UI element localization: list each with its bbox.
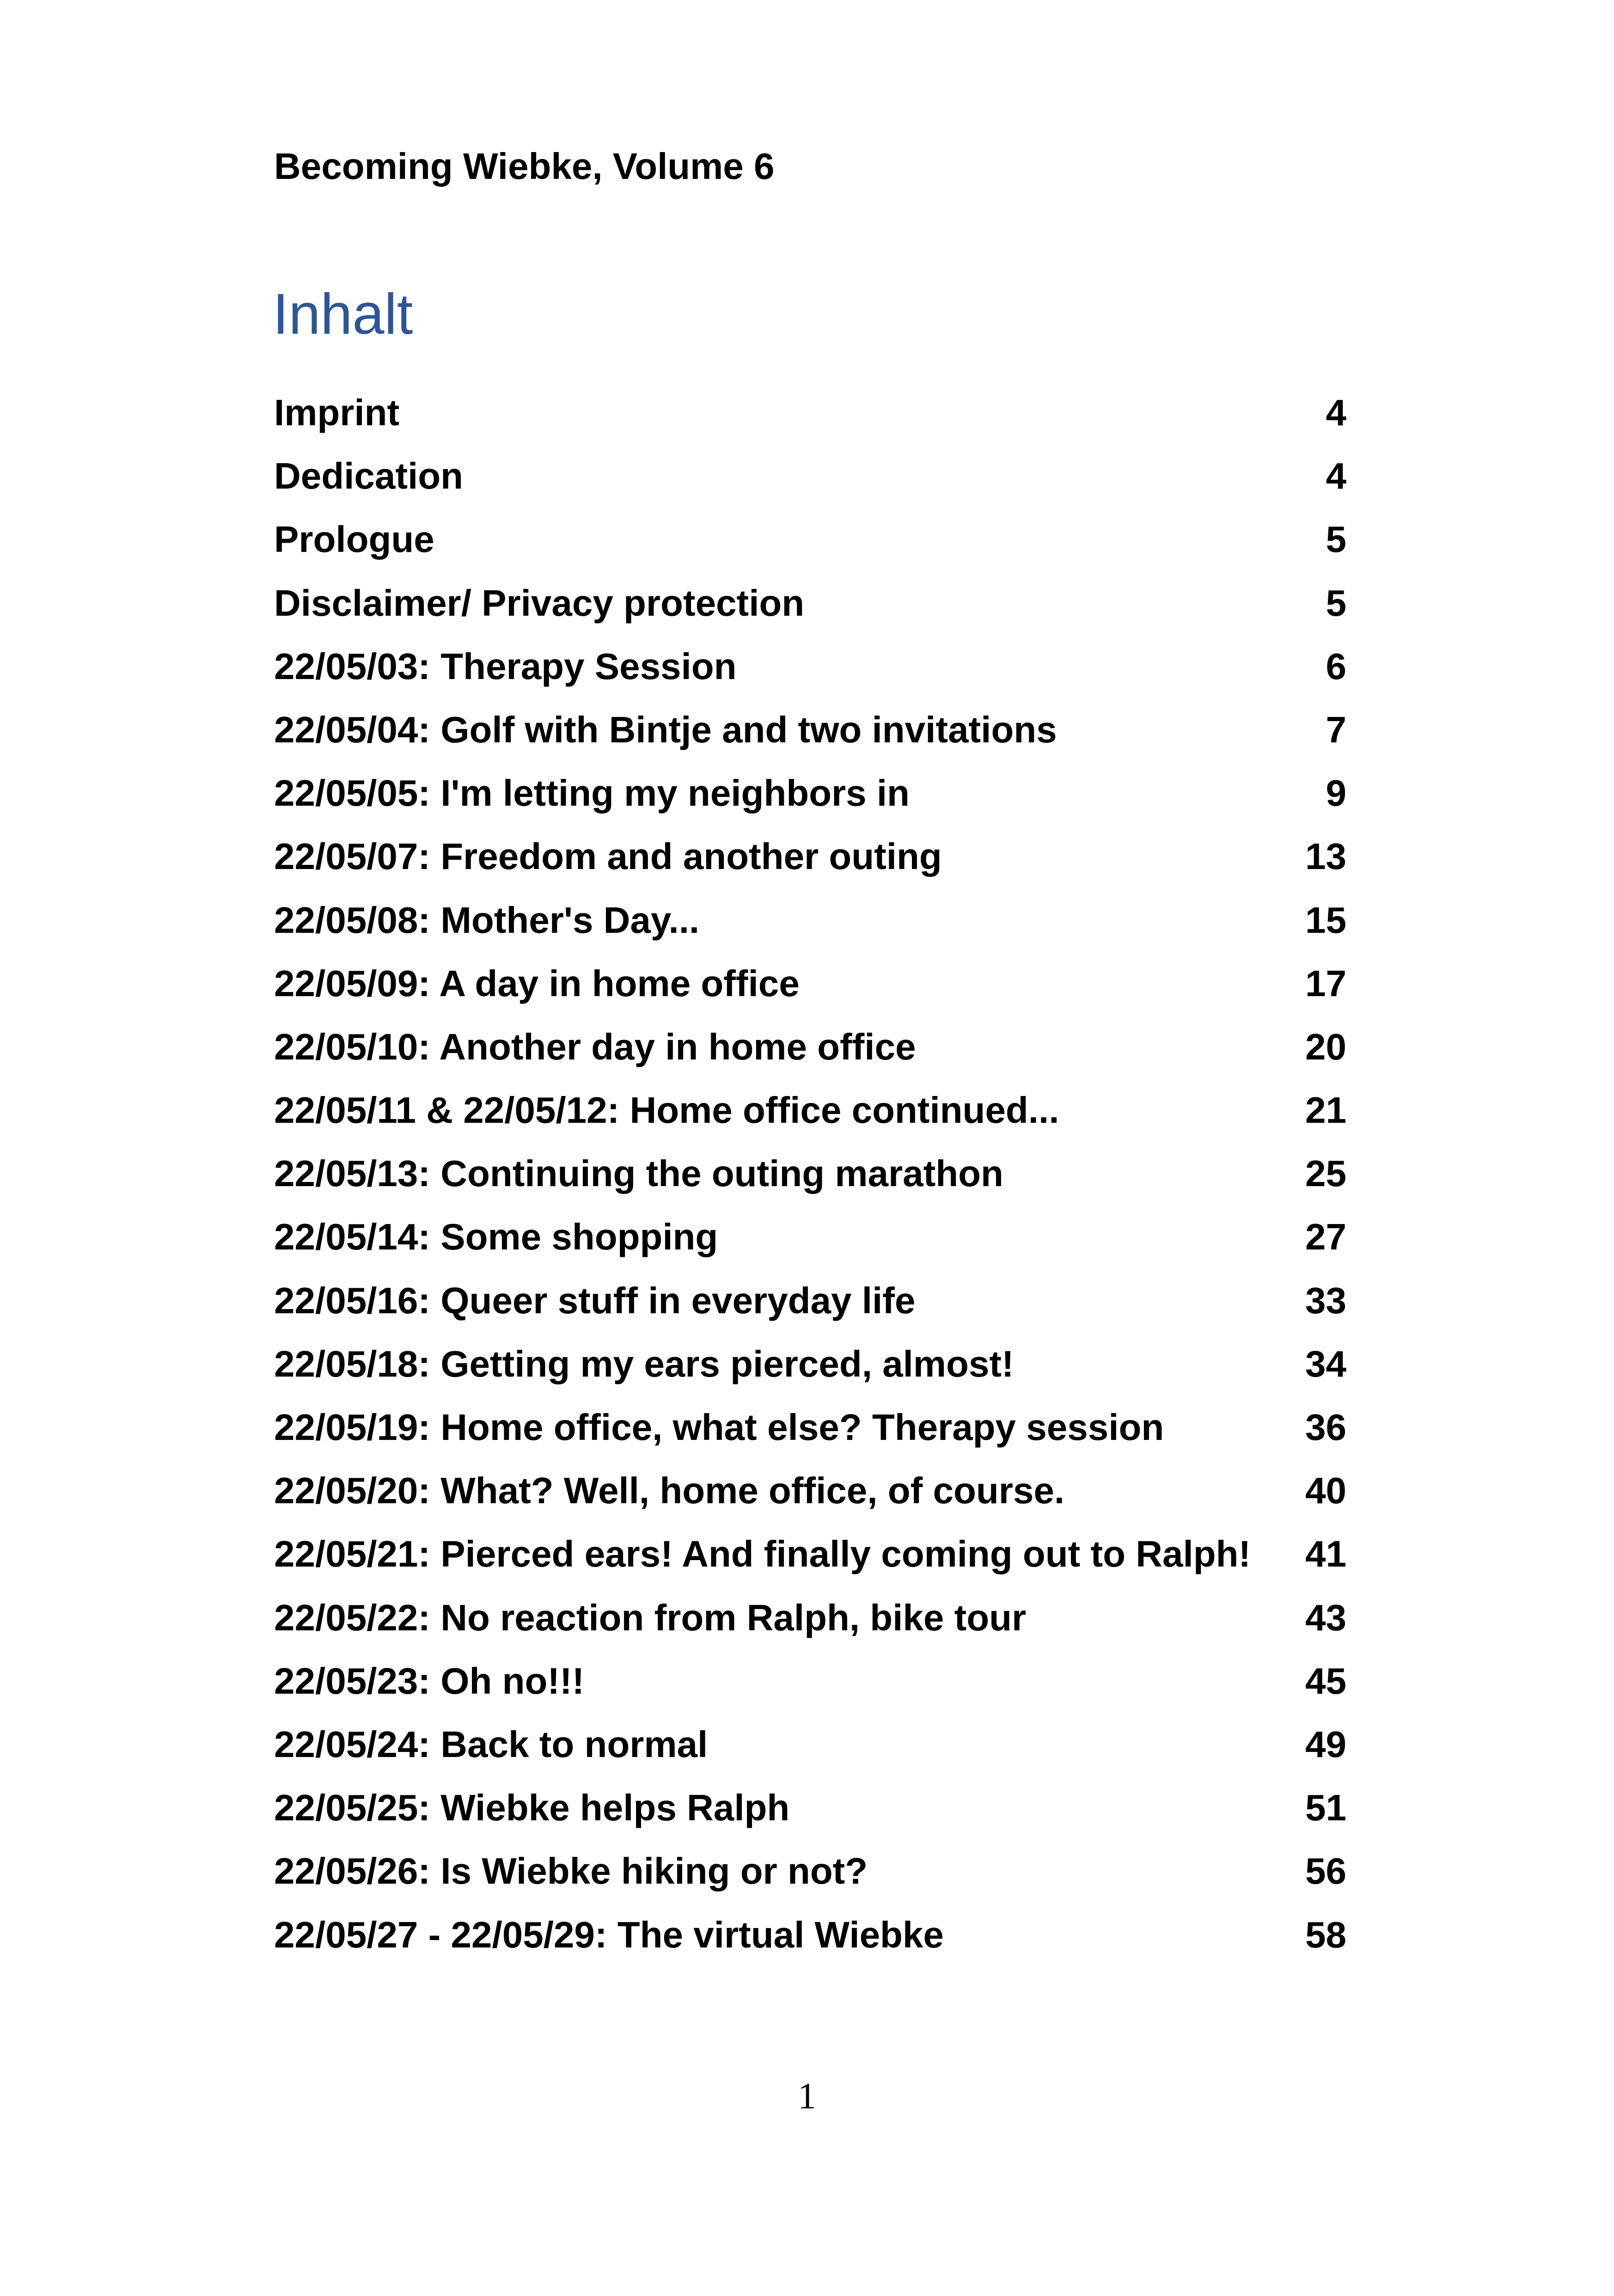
toc-entry-title: 22/05/18: Getting my ears pierced, almost! <box>274 1343 1014 1384</box>
table-of-contents <box>274 385 1346 1971</box>
toc-entry[interactable] <box>274 1907 1346 1971</box>
toc-entry[interactable] <box>274 448 1346 512</box>
toc-entry-page-number: 51 <box>1305 1787 1346 1829</box>
toc-entry-title: 22/05/09: A day in home office <box>274 962 800 1004</box>
toc-entry[interactable] <box>274 765 1346 829</box>
toc-entry-title: 22/05/26: Is Wiebke hiking or not? <box>274 1850 868 1892</box>
toc-entry-page-number: 45 <box>1305 1660 1346 1702</box>
toc-entry[interactable] <box>274 1780 1346 1843</box>
toc-entry[interactable] <box>274 1400 1346 1463</box>
toc-entry-title: 22/05/14: Some shopping <box>274 1216 718 1258</box>
toc-entry-page-number: 43 <box>1305 1597 1346 1638</box>
toc-entry-title: 22/05/03: Therapy Session <box>274 645 737 687</box>
toc-entry-title: 22/05/19: Home office, what else? Therapy session <box>274 1407 1164 1448</box>
toc-entry-title: 22/05/21: Pierced ears! And finally coming out to Ralph! <box>274 1533 1251 1575</box>
toc-entry-title: Dedication <box>274 455 463 497</box>
toc-entry-title: Disclaimer/ Privacy protection <box>274 582 805 624</box>
toc-entry-page-number: 13 <box>1305 836 1346 877</box>
toc-entry-page-number: 25 <box>1305 1153 1346 1194</box>
toc-entry-page-number: 21 <box>1305 1090 1346 1131</box>
toc-entry-title: Imprint <box>274 392 400 433</box>
toc-entry-page-number: 36 <box>1305 1407 1346 1448</box>
toc-entry-page-number: 49 <box>1305 1723 1346 1765</box>
toc-entry-page-number: 5 <box>1326 519 1346 560</box>
toc-entry[interactable] <box>274 956 1346 1019</box>
toc-entry-title: 22/05/05: I'm letting my neighbors in <box>274 772 910 814</box>
toc-entry-title: 22/05/08: Mother's Day... <box>274 899 700 941</box>
toc-entry-page-number: 27 <box>1305 1216 1346 1258</box>
toc-entry[interactable] <box>274 893 1346 956</box>
toc-entry-page-number: 4 <box>1326 455 1346 497</box>
toc-entry[interactable] <box>274 1590 1346 1653</box>
toc-entry-title: 22/05/07: Freedom and another outing <box>274 836 942 877</box>
toc-entry[interactable] <box>274 829 1346 892</box>
toc-entry-title: Prologue <box>274 519 434 560</box>
toc-entry-title: 22/05/11 & 22/05/12: Home office continued... <box>274 1090 1059 1131</box>
toc-entry-title: 22/05/13: Continuing the outing marathon <box>274 1153 1003 1194</box>
toc-entry[interactable] <box>274 1273 1346 1336</box>
toc-entry-page-number: 7 <box>1326 709 1346 750</box>
toc-entry-page-number: 5 <box>1326 582 1346 624</box>
toc-entry-title: 22/05/20: What? Well, home office, of course. <box>274 1470 1065 1512</box>
toc-entry-title: 22/05/04: Golf with Bintje and two invitations <box>274 709 1057 750</box>
toc-entry[interactable] <box>274 1653 1346 1717</box>
toc-entry-page-number: 20 <box>1305 1026 1346 1067</box>
toc-entry-page-number: 15 <box>1305 899 1346 941</box>
toc-entry-title: 22/05/24: Back to normal <box>274 1723 708 1765</box>
toc-entry[interactable] <box>274 1336 1346 1400</box>
toc-entry[interactable] <box>274 639 1346 702</box>
toc-entry[interactable] <box>274 1019 1346 1083</box>
toc-entry-title: 22/05/16: Queer stuff in everyday life <box>274 1280 916 1321</box>
toc-entry[interactable] <box>274 1843 1346 1907</box>
toc-entry[interactable] <box>274 1209 1346 1273</box>
toc-entry-page-number: 6 <box>1326 645 1346 687</box>
toc-entry[interactable] <box>274 1146 1346 1209</box>
toc-entry[interactable] <box>274 576 1346 639</box>
book-title: Becoming Wiebke, Volume 6 <box>274 146 775 187</box>
toc-entry[interactable] <box>274 1717 1346 1780</box>
toc-entry-title: 22/05/22: No reaction from Ralph, bike tour <box>274 1597 1027 1638</box>
toc-entry-page-number: 17 <box>1305 962 1346 1004</box>
toc-entry-title: 22/05/27 - 22/05/29: The virtual Wiebke <box>274 1914 944 1955</box>
toc-entry[interactable] <box>274 702 1346 765</box>
toc-entry-title: 22/05/25: Wiebke helps Ralph <box>274 1787 790 1829</box>
toc-entry[interactable] <box>274 385 1346 448</box>
toc-entry-title: 22/05/23: Oh no!!! <box>274 1660 585 1702</box>
toc-entry-page-number: 41 <box>1305 1533 1346 1575</box>
page-number: 1 <box>798 2076 816 2117</box>
toc-entry-title: 22/05/10: Another day in home office <box>274 1026 916 1067</box>
toc-entry[interactable] <box>274 1526 1346 1590</box>
toc-entry[interactable] <box>274 512 1346 575</box>
toc-entry-page-number: 9 <box>1326 772 1346 814</box>
toc-entry-page-number: 34 <box>1305 1343 1346 1384</box>
toc-entry-page-number: 33 <box>1305 1280 1346 1321</box>
toc-entry[interactable] <box>274 1463 1346 1526</box>
toc-entry-page-number: 40 <box>1305 1470 1346 1512</box>
toc-entry-page-number: 58 <box>1305 1914 1346 1955</box>
toc-heading: Inhalt <box>273 282 413 346</box>
toc-entry-page-number: 56 <box>1305 1850 1346 1892</box>
toc-entry-page-number: 4 <box>1326 392 1346 433</box>
toc-entry[interactable] <box>274 1083 1346 1146</box>
